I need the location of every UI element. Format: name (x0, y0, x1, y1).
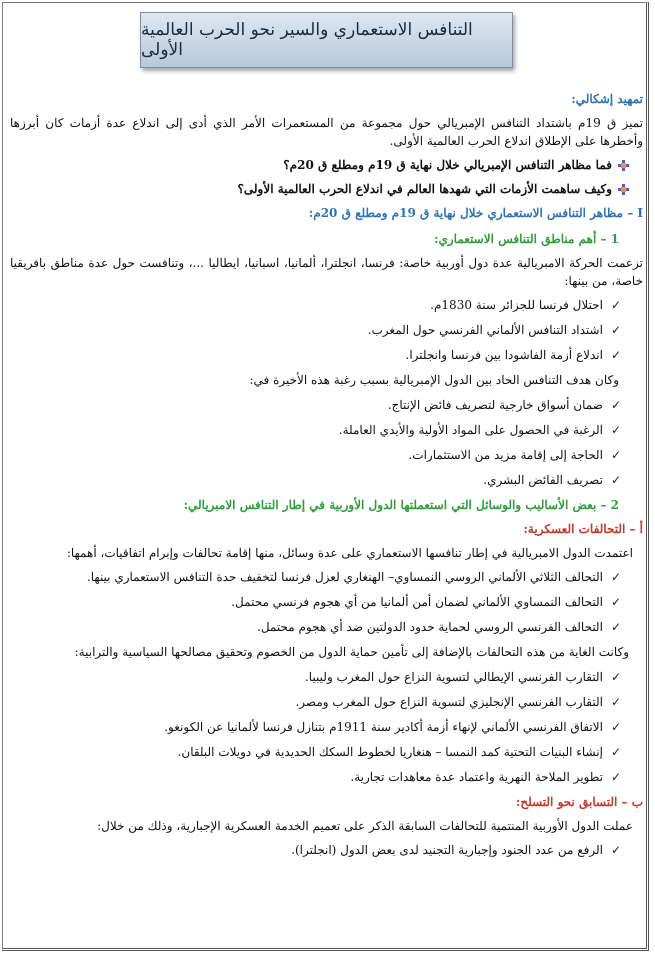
section1-heading: I – مظاهر التنافس الاستعماري خلال نهاية ق 19م ومطلع ق 20م: (308, 206, 643, 220)
check-icon: ✓ (610, 620, 621, 634)
list-item: ✓ الحاجة إلى إقامة مزيد من الاستثمارات. (408, 448, 621, 462)
sub1-list (10, 296, 643, 364)
check-icon: ✓ (610, 670, 621, 684)
check-icon: ✓ (610, 770, 621, 784)
list-item: ✓ تصريف الفائض البشري. (483, 473, 621, 487)
sub1-paragraph: تزعمت الحركة الامبريالية عدة دول أوربية خاصة: فرنسا، انجلترا، ألمانيا، اسبانيا، ايطاليا ...، وتنافست حول عدة مناطق بافريقيا خاصة، من بينها: (10, 256, 643, 288)
check-icon: ✓ (610, 745, 621, 759)
blue-cross-bullet-icon (618, 160, 629, 171)
intro-paragraph: تميز ق 19م باشتداد التنافس الإمبريالي حول مجموعة من المستعمرات الأمر الذي أدى إلى اندلاع عدة أزمات كان أبرزها وأخطرها على الإطلاق اندلاع الحرب العالمية الأولى. (10, 116, 643, 148)
list-item: ✓ التحالف النمساوي الألماني لضمان أمن ألمانيا من أي هجوم فرنسي محتمل. (231, 595, 621, 609)
check-icon: ✓ (610, 323, 621, 337)
check-icon: ✓ (610, 398, 621, 412)
list-item: ✓ احتلال فرنسا للجزائر سنة 1830م. (430, 298, 621, 312)
alliances-goals (10, 668, 643, 786)
alliances-heading: أ – التحالفات العسكرية: (523, 522, 643, 536)
blue-cross-bullet-icon (618, 184, 629, 195)
check-icon: ✓ (610, 595, 621, 609)
check-icon: ✓ (610, 570, 621, 584)
list-item: ✓ تطوير الملاحة النهرية واعتماد عدة معاهدات تجارية. (350, 770, 621, 784)
sub1-goals (10, 396, 643, 489)
check-icon: ✓ (610, 695, 621, 709)
list-item: ✓ اندلاع أزمة الفاشودا بين فرنسا وانجلترا. (405, 348, 621, 362)
alliances-goal-text: وكانت الغاية من هذه التحالفات بالإضافة إلى تأمين حماية الدول من الخصوم وتحقيق مصالحها السياسية والترابية: (74, 645, 629, 659)
check-icon: ✓ (610, 473, 621, 487)
question-text: وكيف ساهمت الأزمات التي شهدها العالم في اندلاع الحرب العالمية الأولى؟ (237, 182, 612, 196)
list-item: ✓ ضمان أسواق خارجية لتصريف فائض الإنتاج. (387, 398, 621, 412)
list-item: ✓ التقارب الفرنسي الإيطالي لتسوية النزاع حول المغرب وليبيا. (304, 670, 621, 684)
list-item: ✓ التقارب الفرنسي الإنجليزي لتسوية النزاع حول المغرب ومصر. (295, 695, 621, 709)
check-icon: ✓ (610, 348, 621, 362)
list-item: ✓ الاتفاق الفرنسي الألماني لإنهاء أزمة أكادير سنة 1911م بتنازل فرنسا لألمانيا عن الكونغو. (164, 720, 621, 734)
alliances-intro: اعتمدت الدول الامبريالية في إطار تنافسها الاستعماري على عدة وسائل، منها إقامة تحالفات وإبرام اتفاقيات، أهمها: (66, 546, 633, 560)
check-icon: ✓ (610, 448, 621, 462)
sub1-heading: 1 – أهم مناطق التنافس الاستعماري: (434, 232, 619, 246)
arms-heading: ب – التسابق نحو التسلح: (515, 795, 643, 809)
page-title: التنافس الاستعماري والسير نحو الحرب العالمية الأولى (141, 20, 473, 60)
question-1 (10, 156, 643, 174)
check-icon: ✓ (610, 843, 621, 857)
list-item: ✓ إنشاء البنيات التحتية كمد النمسا – هنغاريا لخطوط السكك الحديدية في دويلات البلقان. (177, 745, 621, 759)
question-text: فما مظاهر التنافس الإمبريالي خلال نهاية ق 19م ومطلع ق 20م؟ (283, 158, 612, 172)
check-icon: ✓ (610, 720, 621, 734)
lesson-content (10, 90, 643, 859)
list-item: ✓ التحالف الفرنسي الروسي لحماية حدود الدولتين ضد أي هجوم محتمل. (257, 620, 621, 634)
sub1-goal-text: وكان هدف التنافس الحاد بين الدول الإمبريالية بسبب رغبة هذه الأخيرة في: (249, 373, 619, 387)
check-icon: ✓ (610, 298, 621, 312)
alliances-list (10, 568, 643, 636)
list-item: ✓ التحالف الثلاثي الألماني الروسي النمساوي– الهنغاري لعزل فرنسا لتخفيف حدة التنافس الاستعماري بينها. (86, 570, 621, 584)
intro-heading: تمهيد إشكالي: (571, 92, 643, 106)
sub2-heading: 2 – بعض الأساليب والوسائل التي استعملتها الدول الأوربية في إطار التنافس الامبريالي: (183, 498, 619, 512)
question-2 (10, 180, 643, 198)
arms-list (10, 841, 643, 859)
arms-intro: عملت الدول الأوربية المنتمية للتحالفات السابقة الذكر على تعميم الخدمة العسكرية الإجبارية، وذلك من خلال: (97, 819, 633, 833)
list-item: ✓ الرفع من عدد الجنود وإجبارية التجنيد لدى بعض الدول (انجلترا). (291, 843, 621, 857)
list-item: ✓ الرغبة في الحصول على المواد الأولية والأيدي العاملة. (338, 423, 621, 437)
title-box (140, 12, 513, 68)
check-icon: ✓ (610, 423, 621, 437)
list-item: ✓ اشتداد التنافس الألماني الفرنسي حول المغرب. (367, 323, 621, 337)
